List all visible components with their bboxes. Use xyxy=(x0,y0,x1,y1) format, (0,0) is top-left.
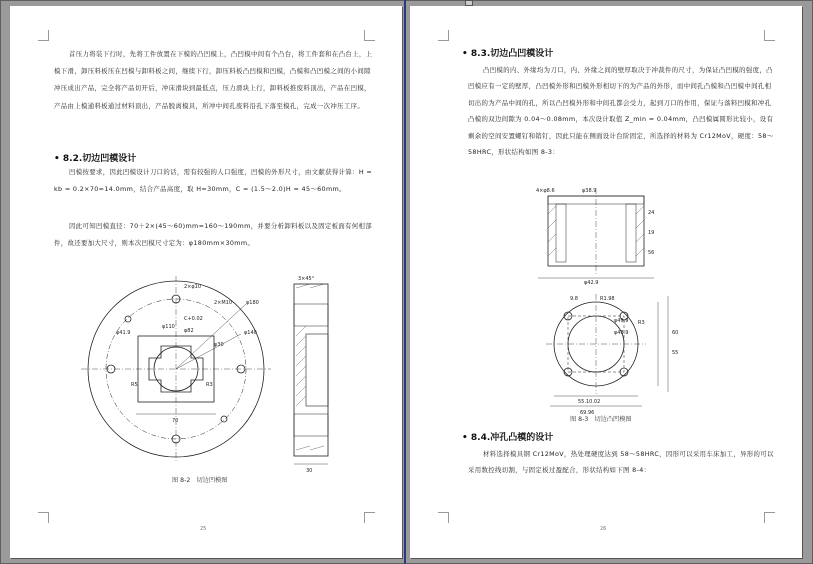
bullet-icon: • xyxy=(54,154,60,164)
crop-mark xyxy=(364,512,375,523)
dim-label: 2×φ10 xyxy=(184,284,202,290)
dim-label: 55.10.02 xyxy=(578,399,601,405)
dim-label: R3 xyxy=(638,320,645,326)
dim-label: R3 xyxy=(206,382,213,388)
paragraph-1: 凹模按要求，因此凹模设计刀口的话，需有较强的人口强度，凹模的外形尺寸，由文献获得计算：H = kb = 0.2×70=14.0mm，结合产品高度，取 H=30mm，C = (1.5～2.0)H = 45～60mm。 xyxy=(54,168,373,194)
dim-label: R1.98 xyxy=(600,296,615,302)
dim-label: 70 xyxy=(172,418,179,424)
dim-label: 19 xyxy=(648,230,655,236)
document-page-left xyxy=(10,6,402,558)
dim-label: 30 xyxy=(306,468,313,474)
dim-label: 69.96 xyxy=(580,410,595,416)
dim-label: φ82 xyxy=(184,328,194,334)
section-view xyxy=(294,284,328,456)
section-heading-text: 8.4.冲孔凸模的设计 xyxy=(470,433,554,443)
crop-mark xyxy=(764,30,775,41)
document-page-right xyxy=(410,6,802,558)
crop-mark xyxy=(764,512,775,523)
section-heading-8-2 xyxy=(54,151,136,164)
pin-hole xyxy=(125,316,131,322)
pin-hole xyxy=(221,416,227,422)
dim-label: 4×φ8.6 xyxy=(536,188,555,194)
bullet-icon: • xyxy=(462,433,468,443)
dim-label: φ49.9 xyxy=(614,318,629,324)
figure-caption: 图 8-3 切边凸凹模图 xyxy=(570,416,632,423)
crop-mark xyxy=(38,512,49,523)
dim-label: 24 xyxy=(648,210,655,216)
crop-mark xyxy=(38,30,49,41)
page-number: 26 xyxy=(600,526,607,532)
section-heading-text: 8.3.切边凸凹模设计 xyxy=(470,49,554,59)
dim-label: C+0.02 xyxy=(184,316,203,322)
die-drawing xyxy=(76,274,336,474)
dim-label: φ30 xyxy=(214,342,224,348)
paragraph-2: 因此可知凹模直径：70＋2×(45～60)mm=160～190mm，并要分析卸料板以及固定板面有何相部件，故还要加大尺寸，则本次凹模尺寸定为：φ180mm×30mm。 xyxy=(54,222,373,248)
dim-label: φ180 xyxy=(246,300,259,306)
dim-label: φ110 xyxy=(162,324,175,330)
dim-label: φ41.9 xyxy=(116,330,131,336)
dim-label: φ38.9 xyxy=(582,188,597,194)
crop-mark xyxy=(364,30,375,41)
punch-die-drawing xyxy=(528,184,698,416)
paragraph-2: 材料选择模具钢 Cr12MoV，热处理硬度达到 58～58HRC，因形可以采用车床加工，异形的可以采用数控线切割，与固定板过盈配合，形状结构如下图 8-4： xyxy=(468,450,774,475)
section-heading-text: 8.2.切边凹模设计 xyxy=(62,154,137,164)
figure-caption: 图 8-2 切边凹模图 xyxy=(172,477,228,484)
paragraph-1: 凸凹模的内、外缘均为刀口，内、外缘之间的壁厚取决于冲裁件的尺寸，为保证凸凹模的强度，凸凹模应有一定的壁厚，凸凹模外形和凹模外形相切下的为产品的外形，而中间孔凸模和凸凹模中间孔相切出的为产品中间的孔，所以凸凹模外形和中间孔都会受力，起到刀口的作用，保证与落料凹模和冲孔凸模的双边间隙为 0.04～0.08mm，本次设计取值 Z_min = 0.04mm，凸凹模属圆形比较小，设有剩余的空间安置螺钉和销钉，因此只能在侧面设计台阶固定，所选择的材料为 Cr12MoV，硬度：58～58HRC，形状结构如图 8-3： xyxy=(468,66,774,157)
dim-label: 60 xyxy=(672,330,679,336)
dim-label: 56 xyxy=(648,250,655,256)
dim-label: 2×M10 xyxy=(214,300,233,306)
crop-mark xyxy=(438,30,449,41)
section-heading-8-4 xyxy=(462,430,553,443)
dim-label: 3×45° xyxy=(298,276,315,282)
dim-label: φ43.9 xyxy=(614,330,629,336)
page-split-divider[interactable] xyxy=(404,0,406,564)
dim-label: R5 xyxy=(131,382,138,388)
dim-label: φ42.9 xyxy=(584,280,599,286)
section-heading-8-3 xyxy=(462,46,553,59)
dim-label: φ140 xyxy=(244,330,257,336)
dim-label: 9.8 xyxy=(570,296,578,302)
dim-label: 55 xyxy=(672,350,679,356)
page-number: 25 xyxy=(200,526,207,532)
bullet-icon: • xyxy=(462,49,468,59)
intro-paragraph: 首压力将装下行时，先将工件放置在下模的凸凹模上，凸凹模中间有个凸台，将工件套和在凸台上，上模下滑，卸压料板压在凹模与卸料板之间，继续下行，卸压料板凸凹模和凹模，凸模和凸凹模之间的小间隙冲压成出产品，完全将产品切开后，冲床滑块到最低点，压力滑块上行，卸料板推废料顶出，产品在凹模，产品由上模通料板通过材料顶出，产品脱离模具，所冲中间孔废料沿孔下落至模孔，完成一次冲压工序。 xyxy=(54,50,373,110)
crop-mark xyxy=(438,512,449,523)
